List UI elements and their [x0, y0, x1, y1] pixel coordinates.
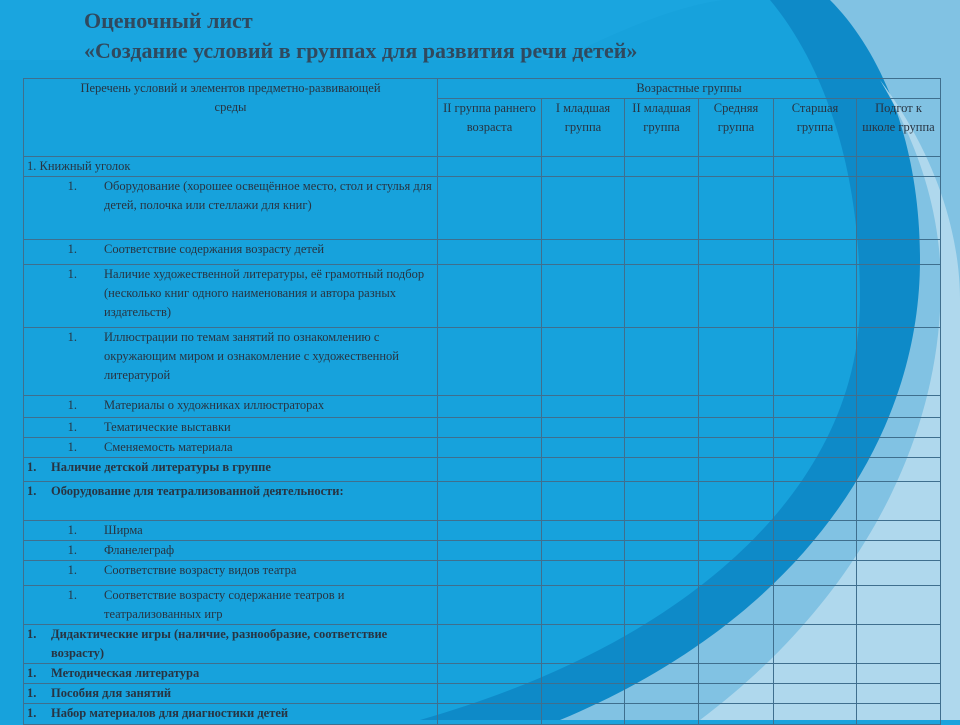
item-wrapper — [27, 240, 434, 259]
table-row — [24, 704, 941, 725]
score-cell[interactable] — [774, 541, 857, 561]
table-body — [24, 157, 941, 725]
item-wrapper — [27, 177, 434, 215]
criteria-cell — [24, 240, 438, 265]
score-cell[interactable] — [774, 396, 857, 418]
score-cell[interactable] — [542, 240, 625, 265]
item-text: Тематические выставки — [104, 420, 231, 434]
score-cell[interactable] — [542, 458, 625, 482]
table-row — [24, 586, 941, 625]
score-cell[interactable] — [857, 625, 941, 664]
criteria-cell — [24, 265, 438, 328]
item-wrapper — [27, 265, 434, 322]
item-number: 1. — [27, 706, 37, 720]
criteria-cell — [24, 438, 438, 458]
item-number: 1. — [67, 330, 77, 344]
item-text: Соответствие содержания возрасту детей — [104, 242, 325, 256]
score-cell[interactable] — [438, 664, 542, 684]
score-cell[interactable] — [774, 482, 857, 521]
score-cell[interactable] — [625, 704, 699, 725]
score-cell[interactable] — [857, 704, 941, 725]
score-cell[interactable] — [625, 157, 699, 177]
item-text: Соответствие возрасту содержание театров и театрализованных игр — [104, 588, 345, 621]
score-cell[interactable] — [774, 458, 857, 482]
score-cell[interactable] — [857, 396, 941, 418]
table-row — [24, 458, 941, 482]
score-cell[interactable] — [438, 240, 542, 265]
item-number: 1. — [67, 523, 77, 537]
criteria-cell — [24, 561, 438, 586]
score-cell[interactable] — [857, 418, 941, 438]
score-cell[interactable] — [699, 482, 774, 521]
item-text: Методическая литература — [51, 666, 200, 680]
criteria-cell — [24, 458, 438, 482]
criteria-cell — [24, 541, 438, 561]
score-cell[interactable] — [857, 458, 941, 482]
item-number: 1. — [67, 420, 77, 434]
score-cell[interactable] — [438, 157, 542, 177]
table-row — [24, 521, 941, 541]
item-text: Сменяемость материала — [104, 440, 233, 454]
score-cell[interactable] — [774, 328, 857, 396]
group-header: Средняя группа — [699, 99, 774, 157]
item-text: Материалы о художниках иллюстраторах — [104, 398, 325, 412]
score-cell[interactable] — [542, 521, 625, 541]
page-subtitle: «Создание условий в группах для развития речи детей» — [84, 38, 638, 63]
score-cell[interactable] — [857, 521, 941, 541]
item-wrapper — [27, 438, 434, 457]
criteria-cell — [24, 396, 438, 418]
score-cell[interactable] — [542, 418, 625, 438]
score-cell[interactable] — [625, 482, 699, 521]
score-cell[interactable] — [699, 458, 774, 482]
score-cell[interactable] — [699, 541, 774, 561]
score-cell[interactable] — [625, 561, 699, 586]
score-cell[interactable] — [625, 458, 699, 482]
score-cell[interactable] — [625, 396, 699, 418]
item-number: 1. — [67, 179, 77, 193]
table-row — [24, 482, 941, 521]
table-row — [24, 684, 941, 704]
score-cell[interactable] — [625, 418, 699, 438]
criteria-cell — [24, 418, 438, 438]
score-cell[interactable] — [774, 684, 857, 704]
item-text: Наличие детской литературы в группе — [51, 460, 271, 474]
table-row — [24, 664, 941, 684]
score-cell[interactable] — [438, 482, 542, 521]
item-number: 1. — [67, 563, 77, 577]
score-cell[interactable] — [542, 586, 625, 625]
table-row — [24, 418, 941, 438]
score-cell[interactable] — [438, 625, 542, 664]
item-number: 1. — [67, 267, 77, 281]
table-row — [24, 265, 941, 328]
score-cell[interactable] — [774, 418, 857, 438]
score-cell[interactable] — [625, 240, 699, 265]
item-text: Оборудование (хорошее освещённое место, стол и стулья для детей, полочка или стеллажи для книг) — [104, 179, 432, 212]
item-wrapper — [27, 521, 434, 540]
score-cell[interactable] — [625, 265, 699, 328]
item-wrapper — [27, 704, 434, 723]
score-cell[interactable] — [857, 664, 941, 684]
score-cell[interactable] — [542, 177, 625, 240]
item-text: Дидактические игры (наличие, разнообразие, соответствие возрасту) — [51, 627, 388, 660]
item-text: Набор материалов для диагностики детей — [51, 706, 289, 720]
score-cell[interactable] — [699, 625, 774, 664]
group-header: Подгот к школе группа — [857, 99, 941, 157]
score-cell[interactable] — [857, 586, 941, 625]
table-row — [24, 177, 941, 240]
item-text: Фланелеграф — [104, 543, 175, 557]
score-cell[interactable] — [625, 177, 699, 240]
score-cell[interactable] — [625, 438, 699, 458]
score-cell[interactable] — [774, 438, 857, 458]
criteria-cell — [24, 328, 438, 396]
score-cell[interactable] — [774, 157, 857, 177]
score-cell[interactable] — [699, 684, 774, 704]
score-cell[interactable] — [625, 541, 699, 561]
score-cell[interactable] — [699, 521, 774, 541]
item-wrapper — [27, 418, 434, 437]
table-row — [24, 541, 941, 561]
score-cell[interactable] — [625, 586, 699, 625]
score-cell[interactable] — [438, 541, 542, 561]
score-cell[interactable] — [542, 265, 625, 328]
score-cell[interactable] — [857, 240, 941, 265]
score-cell[interactable] — [699, 177, 774, 240]
group-header: I младшая группа — [542, 99, 625, 157]
score-cell[interactable] — [699, 157, 774, 177]
score-cell[interactable] — [438, 328, 542, 396]
score-cell[interactable] — [774, 704, 857, 725]
age-groups-header: Возрастные группы — [438, 79, 941, 99]
criteria-cell — [24, 482, 438, 521]
score-cell[interactable] — [774, 625, 857, 664]
score-cell[interactable] — [438, 396, 542, 418]
item-wrapper — [27, 664, 434, 683]
table-row — [24, 561, 941, 586]
score-cell[interactable] — [438, 438, 542, 458]
item-number: 1. — [27, 627, 37, 641]
score-cell[interactable] — [625, 521, 699, 541]
score-cell[interactable] — [542, 396, 625, 418]
score-cell[interactable] — [542, 684, 625, 704]
item-number: 1. — [67, 398, 77, 412]
score-cell[interactable] — [542, 664, 625, 684]
score-cell[interactable] — [438, 704, 542, 725]
score-cell[interactable] — [438, 177, 542, 240]
table-row — [24, 240, 941, 265]
group-header: Старшая группа — [774, 99, 857, 157]
item-number: 1. — [27, 686, 37, 700]
score-cell[interactable] — [857, 541, 941, 561]
criteria-column-header: Перечень условий и элементов предметно-развивающей среды — [24, 79, 438, 157]
score-cell[interactable] — [542, 157, 625, 177]
score-cell[interactable] — [542, 625, 625, 664]
item-number: 1. — [67, 242, 77, 256]
criteria-cell — [24, 177, 438, 240]
item-number: 1. — [67, 440, 77, 454]
score-cell[interactable] — [438, 458, 542, 482]
score-cell[interactable] — [857, 157, 941, 177]
score-cell[interactable] — [699, 240, 774, 265]
score-cell[interactable] — [542, 704, 625, 725]
score-cell[interactable] — [542, 541, 625, 561]
table-row — [24, 438, 941, 458]
score-cell[interactable] — [699, 704, 774, 725]
score-cell[interactable] — [699, 265, 774, 328]
item-text: Пособия для занятий — [51, 686, 172, 700]
score-cell[interactable] — [625, 664, 699, 684]
item-wrapper — [27, 625, 434, 663]
score-cell[interactable] — [699, 396, 774, 418]
item-number: 1. — [27, 484, 37, 498]
score-cell[interactable] — [438, 521, 542, 541]
score-cell[interactable] — [438, 265, 542, 328]
item-wrapper — [27, 561, 434, 580]
score-cell[interactable] — [857, 177, 941, 240]
score-cell[interactable] — [857, 438, 941, 458]
criteria-cell — [24, 586, 438, 625]
table-row — [24, 157, 941, 177]
item-text: Иллюстрации по темам занятий по ознакомлению с окружающим миром и ознакомление с художественной литературой — [104, 330, 399, 382]
criteria-cell — [24, 704, 438, 725]
evaluation-table — [23, 78, 941, 725]
score-cell[interactable] — [542, 482, 625, 521]
score-cell[interactable] — [699, 328, 774, 396]
criteria-cell — [24, 664, 438, 684]
group-header: II младшая группа — [625, 99, 699, 157]
score-cell[interactable] — [542, 561, 625, 586]
score-cell[interactable] — [774, 561, 857, 586]
score-cell[interactable] — [857, 482, 941, 521]
group-header: II группа раннего возраста — [438, 99, 542, 157]
item-wrapper — [27, 482, 434, 501]
criteria-cell — [24, 157, 438, 177]
score-cell[interactable] — [857, 328, 941, 396]
score-cell[interactable] — [774, 265, 857, 328]
criteria-cell — [24, 521, 438, 541]
item-number: 1. — [27, 666, 37, 680]
title-block — [84, 6, 637, 66]
item-text: Соответствие возрасту видов театра — [104, 563, 297, 577]
score-cell[interactable] — [774, 177, 857, 240]
score-cell[interactable] — [857, 684, 941, 704]
score-cell[interactable] — [438, 561, 542, 586]
table-row — [24, 396, 941, 418]
score-cell[interactable] — [625, 684, 699, 704]
item-wrapper — [27, 541, 434, 560]
score-cell[interactable] — [625, 625, 699, 664]
item-number: 1. — [27, 460, 37, 474]
page-title: Оценочный лист — [84, 8, 253, 33]
criteria-cell — [24, 625, 438, 664]
criteria-cell — [24, 684, 438, 704]
score-cell[interactable] — [857, 561, 941, 586]
score-cell[interactable] — [774, 240, 857, 265]
score-cell[interactable] — [699, 664, 774, 684]
item-text: Наличие художественной литературы, её грамотный подбор (несколько книг одного наименования и автора разных издательств) — [104, 267, 425, 319]
score-cell[interactable] — [699, 561, 774, 586]
item-text: Ширма — [104, 523, 143, 537]
score-cell[interactable] — [438, 586, 542, 625]
item-number: 1. — [67, 543, 77, 557]
score-cell[interactable] — [774, 664, 857, 684]
score-cell[interactable] — [699, 438, 774, 458]
score-cell[interactable] — [774, 586, 857, 625]
item-text: Оборудование для театрализованной деятельности: — [51, 484, 344, 498]
item-wrapper — [27, 458, 434, 477]
score-cell[interactable] — [774, 521, 857, 541]
item-wrapper — [27, 586, 434, 624]
score-cell[interactable] — [438, 684, 542, 704]
section-label: 1. Книжный уголок — [27, 159, 131, 173]
score-cell[interactable] — [438, 418, 542, 438]
score-cell[interactable] — [857, 265, 941, 328]
table-row — [24, 328, 941, 396]
score-cell[interactable] — [542, 438, 625, 458]
score-cell[interactable] — [542, 328, 625, 396]
item-wrapper — [27, 396, 434, 415]
score-cell[interactable] — [699, 418, 774, 438]
score-cell[interactable] — [625, 328, 699, 396]
score-cell[interactable] — [699, 586, 774, 625]
item-wrapper — [27, 328, 434, 385]
item-wrapper — [27, 684, 434, 703]
item-number: 1. — [67, 588, 77, 602]
table-row — [24, 625, 941, 664]
